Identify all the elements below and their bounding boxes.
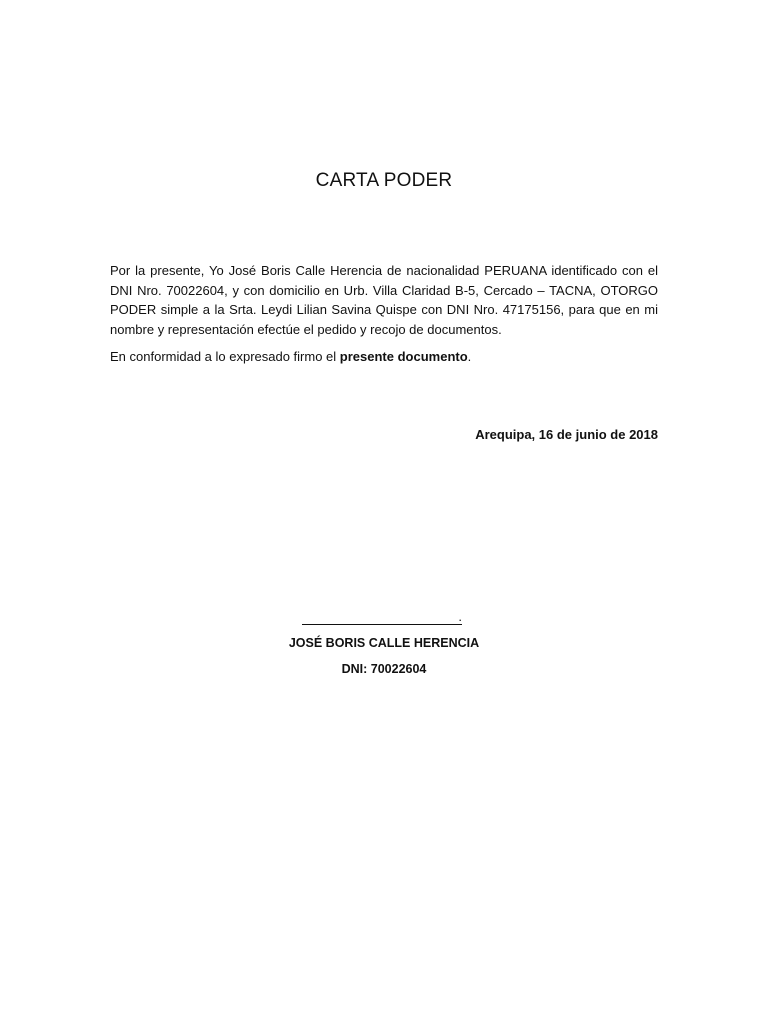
conformity-bold-text: presente documento: [339, 349, 468, 364]
signature-line: [302, 610, 462, 625]
body-paragraph: Por la presente, Yo José Boris Calle Herencia de nacionalidad PERUANA identificado con el DNI Nro. 70022604, y con domicilio en Urb. Villa Claridad B-5, Cercado – TACNA, OTORGO PODER simple a la Srta. Leydi Lilian Savina Quispe con DNI Nro. 47175156, para que en mi nombre y representación efectúe el pedido y recojo de documentos.: [110, 263, 658, 337]
signature-mark: .: [458, 609, 462, 624]
document-title: CARTA PODER: [315, 170, 453, 191]
conformity-paragraph: [110, 347, 658, 367]
conformity-text: En conformidad a lo expresado firmo el: [110, 349, 340, 364]
signer-name: JOSÉ BORIS CALLE HERENCIA: [288, 636, 480, 650]
date-line: Arequipa, 16 de junio de 2018: [475, 427, 658, 442]
conformity-period: .: [467, 349, 472, 364]
signer-dni: DNI: 70022604: [341, 662, 427, 676]
